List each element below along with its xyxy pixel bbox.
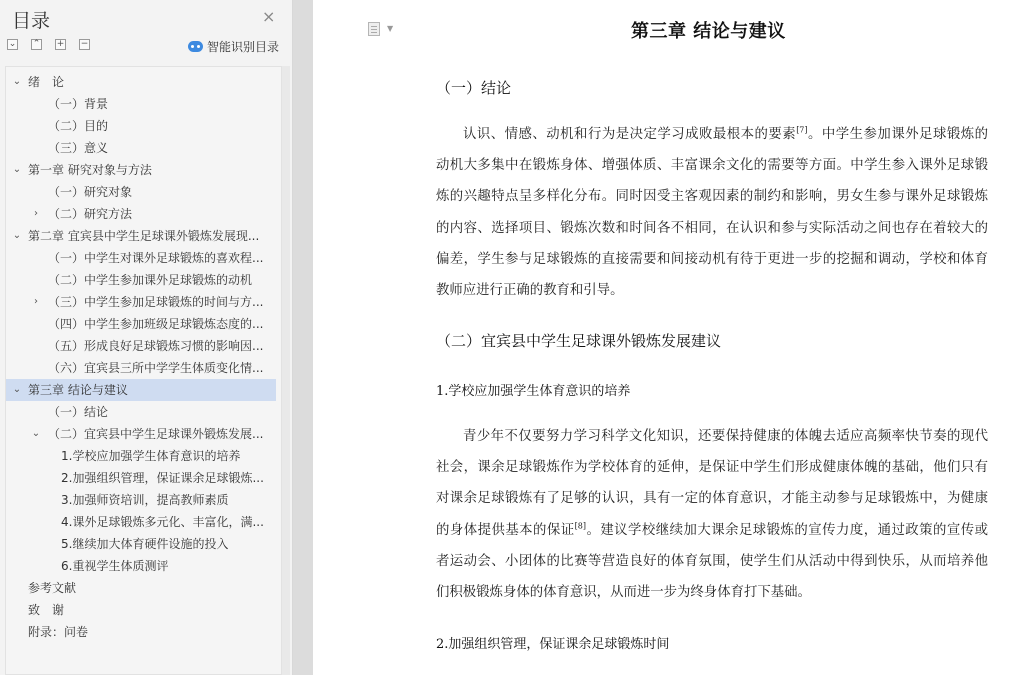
toc-item-label: 第一章 研究对象与方法: [28, 163, 152, 177]
toc-item[interactable]: [6, 291, 276, 313]
smart-toc-label: 智能识别目录: [207, 40, 280, 54]
section-heading-conclusion: （一）结论: [436, 79, 512, 97]
remove-level-icon[interactable]: −: [80, 39, 89, 49]
toc-item-label: 第二章 宜宾县中学生足球课外锻炼发展现...: [28, 229, 260, 243]
document-icon[interactable]: [368, 22, 380, 36]
subsection-heading-1: 1.学校应加强学生体育意识的培养: [436, 384, 631, 399]
chevron-down-icon[interactable]: ⌄: [31, 428, 41, 439]
document-page[interactable]: [313, 0, 1035, 675]
page-gutter: [293, 0, 313, 675]
paragraph-line: 的内容、选择项目、锻炼次数和时间各不相同，在认识和参与实际活动之间也存在着较大的: [436, 220, 988, 236]
toc-item-label: （三）意义: [48, 141, 109, 155]
toc-item-label: （一）中学生对课外足球锻炼的喜欢程...: [48, 251, 264, 265]
paragraph-line: 社会，课余足球锻炼作为学校体育的延伸，是保证中学生们形成健康体魄的基础，他们只有: [436, 460, 988, 476]
paragraph-line: 教师应进行正确的教育和引导。: [436, 282, 624, 298]
toc-item[interactable]: [6, 137, 276, 159]
toc-item-label: 附录：问卷: [28, 625, 89, 639]
toc-item[interactable]: [6, 269, 276, 291]
toc-item-label: 4.课外足球锻炼多元化、丰富化，满...: [61, 515, 264, 529]
toc-item-label: 1.学校应加强学生体育意识的培养: [61, 449, 241, 463]
chapter-title: 第三章 结论与建议: [631, 21, 786, 42]
toc-item-label: （二）宜宾县中学生足球课外锻炼发展...: [48, 427, 264, 441]
toc-item[interactable]: [6, 511, 276, 533]
toc-item-label: 6.重视学生体质测评: [61, 559, 169, 573]
toc-item-label: 绪 论: [28, 75, 65, 89]
toc-item-label: （一）背景: [48, 97, 109, 111]
chevron-right-icon[interactable]: ›: [34, 208, 38, 219]
toc-item-label: 第三章 结论与建议: [28, 383, 128, 397]
smart-toc-button[interactable]: [188, 38, 279, 55]
toc-item[interactable]: [6, 115, 276, 137]
toc-item-label: 致 谢: [28, 603, 65, 617]
toc-item-label: （一）结论: [48, 405, 109, 419]
chevron-down-icon[interactable]: ⌄: [12, 384, 22, 395]
citation[interactable]: [7]: [796, 125, 808, 135]
toc-item[interactable]: [6, 247, 276, 269]
toc-item[interactable]: [6, 159, 276, 181]
toc-item-label: （六）宜宾县三所中学学生体质变化情...: [48, 361, 264, 375]
toc-item-label: （三）中学生参加足球锻炼的时间与方...: [48, 295, 264, 309]
toc-item-label: （四）中学生参加班级足球锻炼态度的...: [48, 317, 264, 331]
toc-item[interactable]: [6, 225, 276, 247]
toc-item[interactable]: [6, 555, 276, 577]
toc-item-label: （五）形成良好足球锻炼习惯的影响因...: [48, 339, 264, 353]
paragraph-line: 对课余足球锻炼有了足够的认识，具有一定的体育意识，才能主动参与足球锻炼中，为健康: [436, 491, 988, 507]
paragraph-suggestion-1: [436, 421, 988, 608]
paragraph-conclusion: [436, 119, 988, 306]
paragraph-line: 偏差，学生参与足球锻炼的直接需要和间接动机有待于更进一步的挖掘和调动，学校和体育: [436, 251, 988, 267]
toc-item-label: （一）研究对象: [48, 185, 133, 199]
toc-item-label: 2.加强组织管理，保证课余足球锻炼...: [61, 471, 264, 485]
toc-item[interactable]: [6, 357, 276, 379]
toc-pane: [0, 0, 293, 675]
subsection-heading-2: 2.加强组织管理，保证课余足球锻炼时间: [436, 637, 670, 652]
toc-item[interactable]: [6, 423, 276, 445]
toc-item-label: 参考文献: [28, 581, 77, 595]
toc-item-label: （二）中学生参加课外足球锻炼的动机: [48, 273, 253, 287]
toc-item[interactable]: [6, 93, 276, 115]
toc-item[interactable]: [6, 379, 276, 401]
chevron-down-icon[interactable]: ⌄: [12, 76, 22, 87]
paragraph-line: 动机大多集中在锻炼身体、增强体质、丰富课余文化的需要等方面。中学生参入课外足球锻: [436, 158, 988, 174]
toc-item[interactable]: [6, 577, 276, 599]
toc-item-label: 5.继续加大体育硬件设施的投入: [61, 537, 229, 551]
paragraph-line: 的身体提供基本的保证[8]。建议学校继续加大课余足球锻炼的宣传力度，通过政策的宣传或: [436, 521, 988, 538]
expand-up-icon[interactable]: ⌃: [32, 39, 41, 49]
collapse-all-icon[interactable]: ⌄: [8, 39, 17, 49]
close-icon[interactable]: ×: [262, 7, 276, 26]
chevron-down-icon[interactable]: ⌄: [12, 164, 22, 175]
toc-item[interactable]: [6, 313, 276, 335]
add-level-icon[interactable]: +: [56, 39, 65, 49]
toc-item[interactable]: [6, 445, 276, 467]
toc-item[interactable]: [6, 599, 276, 621]
chevron-down-icon[interactable]: ▼: [387, 24, 394, 33]
paragraph-line: 们积极锻炼身体的体育意识，从而进一步为终身体育打下基础。: [436, 584, 811, 600]
paragraph-line: 青少年不仅要努力学习科学文化知识，还要保持健康的体魄去适应高频率快节奏的现代: [463, 429, 988, 444]
toc-title: 目录: [12, 10, 51, 32]
chevron-down-icon[interactable]: ⌄: [12, 230, 22, 241]
toc-item[interactable]: [6, 71, 276, 93]
paragraph-line: 者运动会、小团体的比赛等营造良好的体育氛围，使学生们从活动中得到快乐，从而培养他: [436, 553, 988, 569]
citation[interactable]: [8]: [574, 521, 586, 531]
toc-item[interactable]: [6, 401, 276, 423]
toc-item-label: （二）目的: [48, 119, 109, 133]
toc-item[interactable]: [6, 621, 276, 643]
toc-item-label: （二）研究方法: [48, 207, 133, 221]
toc-item[interactable]: [6, 489, 276, 511]
toc-item[interactable]: [6, 335, 276, 357]
toc-item[interactable]: [6, 467, 276, 489]
section-heading-suggestions: （二）宜宾县中学生足球课外锻炼发展建议: [436, 332, 722, 350]
toc-item[interactable]: [6, 203, 276, 225]
toc-item-label: 3.加强师资培训，提高教师素质: [61, 493, 229, 507]
toc-scrollbar[interactable]: [282, 66, 290, 675]
toc-list: [5, 66, 282, 675]
toc-item[interactable]: [6, 181, 276, 203]
paragraph-line: 炼的兴趣特点呈多样化分布。同时因受主客观因素的制约和影响，男女生参与课外足球锻炼: [436, 189, 988, 205]
paragraph-line: 认识、情感、动机和行为是决定学习成败最根本的要素[7]。中学生参加课外足球锻炼的: [463, 125, 988, 142]
toc-item[interactable]: [6, 533, 276, 555]
chevron-right-icon[interactable]: ›: [34, 296, 38, 307]
robot-icon: [188, 41, 203, 52]
